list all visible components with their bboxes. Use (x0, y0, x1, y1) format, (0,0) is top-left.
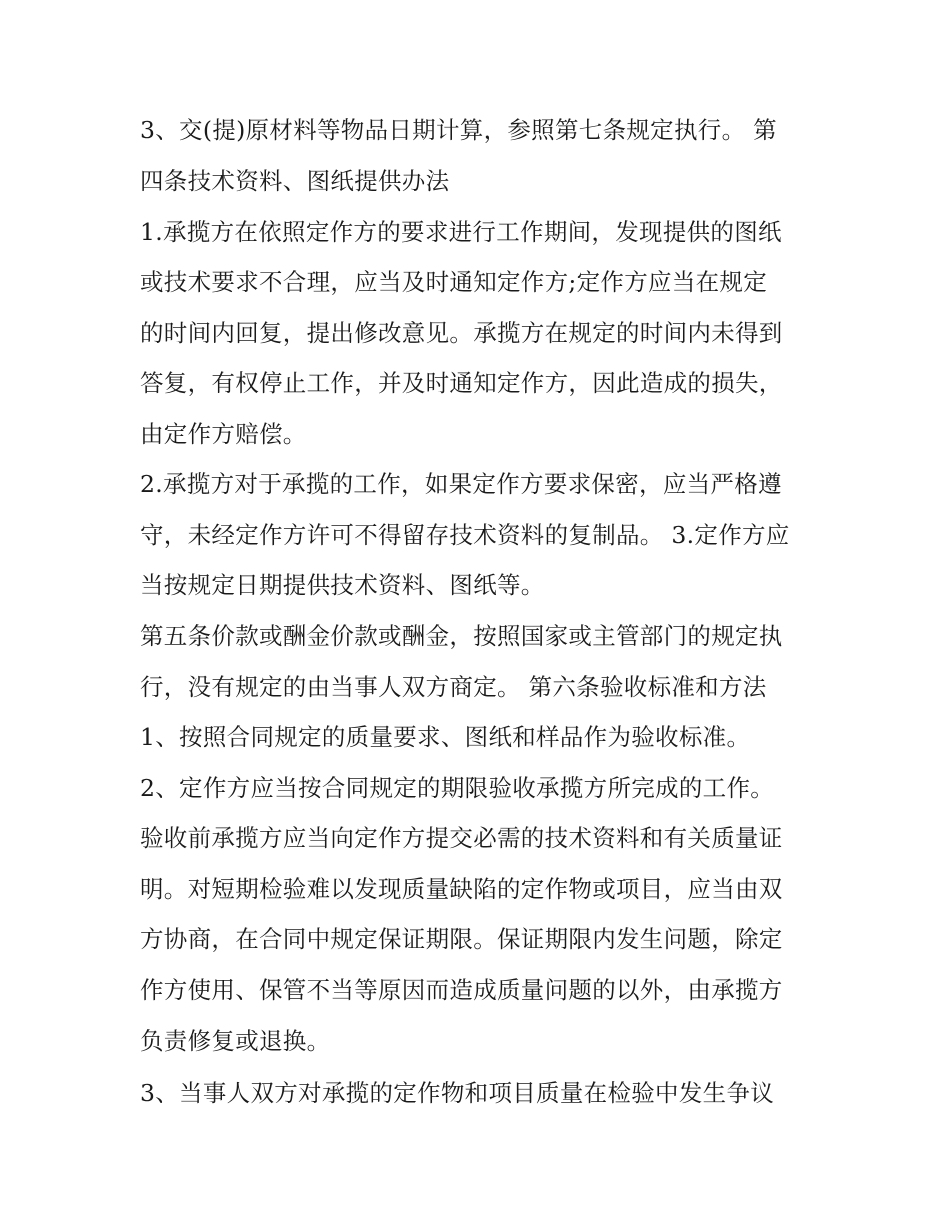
text-line: 由定作方赔偿。 (140, 420, 307, 448)
text-line: 作方使用、保管不当等原因而造成质量问题的以外，由承揽方 (140, 976, 783, 1004)
text-line: 的时间内回复，提出修改意见。承揽方在规定的时间内未得到 (140, 319, 783, 347)
text-line: 负责修复或退换。 (140, 1027, 331, 1055)
text-line: 当按规定日期提供技术资料、图纸等。 (140, 571, 545, 599)
text-line: 方协商，在合同中规定保证期限。保证期限内发生问题，除定 (140, 925, 783, 953)
text-line: 守，未经定作方许可不得留存技术资料的复制品。 3.定作方应 (140, 521, 790, 549)
text-line: 验收前承揽方应当向定作方提交必需的技术资料和有关质量证 (140, 824, 783, 852)
text-line: 或技术要求不合理，应当及时通知定作方;定作方应当在规定 (140, 268, 768, 296)
text-line: 行，没有规定的由当事人双方商定。 第六条验收标准和方法 (140, 673, 767, 701)
text-line: 1、按照合同规定的质量要求、图纸和样品作为验收标准。 (140, 723, 751, 751)
text-line: 2、定作方应当按合同规定的期限验收承揽方所完成的工作。 (140, 774, 775, 802)
text-line: 答复，有权停止工作，并及时通知定作方，因此造成的损失， (140, 369, 783, 397)
text-line: 2.承揽方对于承揽的工作，如果定作方要求保密，应当严格遵 (140, 470, 782, 498)
text-line: 1.承揽方在依照定作方的要求进行工作期间，发现提供的图纸 (140, 218, 782, 246)
text-line: 四条技术资料、图纸提供办法 (140, 167, 450, 195)
text-line: 3、交(提)原材料等物品日期计算，参照第七条规定执行。 第 (140, 116, 777, 144)
text-line: 明。对短期检验难以发现质量缺陷的定作物或项目，应当由双 (140, 875, 783, 903)
text-line: 第五条价款或酬金价款或酬金，按照国家或主管部门的规定执 (140, 622, 783, 650)
text-line: 3、当事人双方对承揽的定作物和项目质量在检验中发生争议 (140, 1079, 775, 1107)
